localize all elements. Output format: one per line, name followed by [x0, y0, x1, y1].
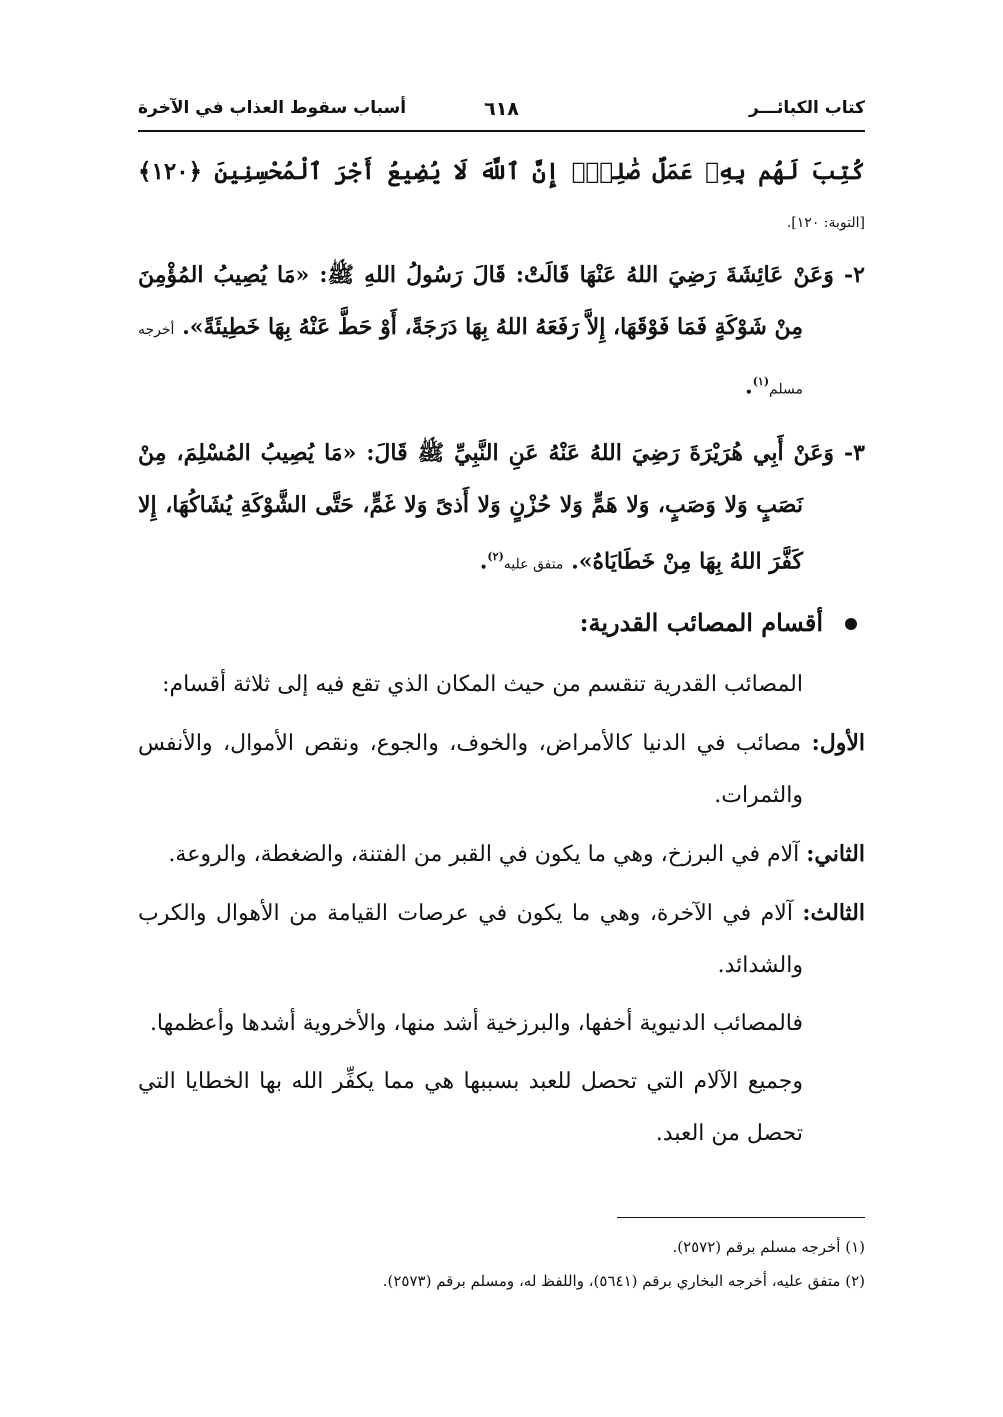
division-label: الأول: — [811, 729, 865, 756]
hadith-3 — [138, 427, 865, 590]
division-label: الثالث: — [802, 899, 865, 926]
footnote-2: (٢) متفق عليه، أخرجه البخاري برقم (٥٦٤١)، واللفظ له، ومسلم برقم (٢٥٧٣). — [382, 1272, 865, 1290]
hadith-text: وَعَنْ عَائِشَةَ رَضِيَ اللهُ عَنْهَا قَالَتْ: قَالَ رَسُولُ اللهِ ﷺ: «مَا يُصِيبُ المُؤْمِنَ مِنْ شَوْكَةٍ فَمَا فَوْقَهَا، إِلاَّ رَفَعَهُ اللهُ بِهَا دَرَجَةً، أَوْ حَطَّ عَنْهُ بِهَا خَطِيئَةً». — [138, 262, 834, 340]
division-label: الثاني: — [806, 840, 865, 867]
quran-verse-text: كُتِبَ لَهُم بِهِۦ عَمَلٌ صَٰلِحٌۚ إِنَّ ٱللَّهَ لَا يُضِيعُ أَجْرَ ٱلْمُحْسِنِينَ ﴿١٢٠﴾ — [138, 158, 865, 185]
section-heading — [138, 597, 865, 649]
division-text: آلام في البرزخ، وهي ما يكون في القبر من الفتنة، والضغطة، والروعة. — [168, 841, 800, 867]
hadith-source: متفق عليه — [503, 556, 564, 573]
footnote-1: (١) أخرجه مسلم برقم (٢٥٧٢). — [672, 1238, 865, 1256]
division-second — [138, 828, 865, 881]
hadith-end: . — [479, 548, 488, 575]
section-heading-text: أقسام المصائب القدرية: — [579, 607, 823, 637]
paragraph: فالمصائب الدنيوية أخفها، والبرزخية أشد منها، والأخروية أشدها وأعظمها. — [149, 1010, 803, 1036]
hadith-number: ٣- — [844, 440, 865, 467]
hadith-end: . — [745, 373, 753, 400]
division-first — [138, 717, 865, 822]
division-third — [138, 887, 865, 992]
quran-verse-reference: [التوبة: ١٢٠]. — [786, 215, 865, 231]
division-text: مصائب في الدنيا كالأمراض، والخوف، والجوع، ونقص الأموال، والأنفس والثمرات. — [138, 730, 803, 808]
footnotes — [138, 1230, 865, 1298]
footnote-ref: (١) — [752, 375, 770, 388]
chapter-title: أسباب سقوط العذاب في الآخرة — [138, 98, 407, 118]
quran-verse — [138, 148, 865, 247]
main-text — [138, 148, 865, 1166]
hadith-text: وَعَنْ أَبِي هُرَيْرَةَ رَضِيَ اللهُ عَنْهُ عَنِ النَّبِيِّ ﷺ قَالَ: «مَا يُصِيبُ المُسْلِمَ، مِنْ نَصَبٍ وَلا وَصَبٍ، وَلا هَمٍّ وَلا حُزْنٍ وَلا أَذىً وَلا غَمٍّ، حَتَّى الشَّوْكَةِ يُشَاكُهَا، إِلا كَفَّرَ اللهُ بِهَا مِنْ خَطَايَاهُ». — [138, 440, 835, 575]
bullet-icon — [845, 618, 857, 630]
running-header — [138, 96, 865, 132]
page-number: ٦١٨ — [484, 98, 519, 120]
hadith-2 — [138, 249, 865, 415]
footnote-ref: (٢) — [487, 550, 504, 564]
book-title: كتاب الكبائـــر — [748, 98, 865, 118]
paragraph: وجميع الآلام التي تحصل للعبد بسببها هي مما يكفِّر الله بها الخطايا التي تحصل من العبد. — [138, 1068, 803, 1146]
footnote-divider — [617, 1217, 865, 1218]
division-text: آلام في الآخرة، وهي ما يكون في عرصات القيامة من الأهوال والكرب والشدائد. — [138, 900, 803, 978]
hadith-number: ٢- — [844, 262, 865, 288]
hadith-source: أخرجه مسلم — [138, 322, 803, 398]
intro-paragraph: المصائب القدرية تنقسم من حيث المكان الذي تقع فيه إلى ثلاثة أقسام: — [162, 671, 803, 697]
